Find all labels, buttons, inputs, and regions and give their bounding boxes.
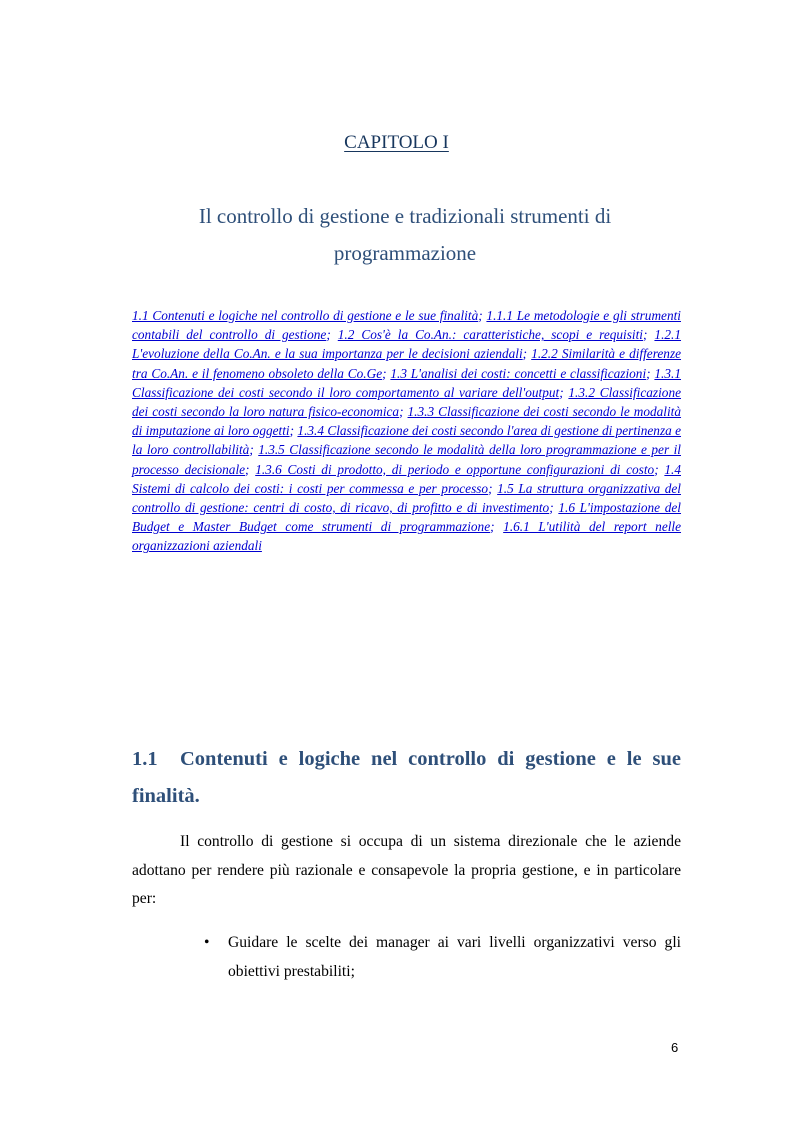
toc-link[interactable]: 1.3.6 Costi di prodotto, di periodo e opportune configurazioni di costo — [255, 461, 655, 477]
body-paragraph — [132, 828, 681, 914]
toc-separator: ; — [289, 423, 295, 439]
bullet-icon: • — [204, 934, 210, 951]
toc-separator: ; — [382, 365, 387, 381]
list-item-text: Guidare le scelte dei manager ai vari livelli organizzativi verso gli obiettivi prestabiliti; — [228, 934, 681, 980]
toc-link[interactable]: 1.3.1 Classificazione dei costi secondo il loro comportamento al variare dell'output — [132, 365, 681, 400]
toc-separator: ; — [488, 480, 493, 496]
toc-link[interactable]: 1.5 La struttura organizzativa del controllo di gestione: centri di costo, di ricavo, di profitto e di investimento — [132, 480, 681, 516]
toc-link[interactable]: 1.3.2 Classificazione dei costi secondo la loro natura fisico-economica — [132, 384, 681, 420]
toc-separator: ; — [646, 365, 651, 381]
toc-separator: ; — [490, 519, 495, 535]
toc-link[interactable]: 1.2.2 Similarità e differenze tra Co.An. e il fenomeno obsoleto della Co.Ge — [132, 346, 682, 381]
toc-separator: ; — [654, 461, 659, 477]
page-number: 6 — [671, 1040, 679, 1055]
toc-separator: ; — [399, 404, 404, 420]
section-title: Contenuti e logiche nel controllo di gestione e le sue finalità. — [132, 748, 681, 807]
toc-link[interactable]: 1.3.4 Classificazione dei costi secondo l'area di gestione di pertinenza e la loro controllabilità — [132, 423, 682, 458]
toc-separator: ; — [478, 308, 483, 323]
toc-link[interactable]: 1.4 Sistemi di calcolo dei costi: i costi per commessa e per processo — [132, 461, 681, 496]
toc-separator: ; — [249, 442, 254, 458]
section-number: 1.1 — [132, 748, 158, 770]
toc-link[interactable]: 1.6.1 L'utilità del report nelle organizzazioni aziendali — [132, 519, 682, 554]
toc-separator: ; — [549, 500, 554, 516]
chapter-subtitle: Il controllo di gestione e tradizionali strumenti di programmazione — [198, 204, 612, 265]
toc-link[interactable]: 1.3.3 Classificazione dei costi secondo le modalità di imputazione ai loro oggetti — [132, 404, 682, 439]
chapter-heading — [0, 132, 793, 154]
toc-link[interactable]: 1.3.5 Classificazione secondo le modalità della loro programmazione e per il processo decisionale — [132, 442, 681, 477]
toc-separator: ; — [643, 327, 648, 343]
toc-link[interactable]: 1.6 L'impostazione del Budget e Master Budget come strumenti di programmazione — [132, 500, 682, 535]
toc-link[interactable]: 1.2 Cos'è la Co.An.: caratteristiche, scopi e requisiti — [337, 327, 643, 343]
section-heading — [132, 741, 681, 815]
toc-separator: ; — [559, 384, 564, 400]
toc-link[interactable]: 1.1 Contenuti e logiche nel controllo di gestione e le sue finalità — [132, 308, 479, 323]
chapter-label: CAPITOLO I — [344, 132, 449, 153]
paragraph-text: Il controllo di gestione si occupa di un sistema direzionale che le aziende adottano per rendere più razionale e consapevole la propria gestione, e in particolare per: — [132, 833, 681, 907]
toc-separator: ; — [326, 327, 331, 343]
list-item — [204, 929, 681, 986]
toc-link[interactable]: 1.2.1 L'evoluzione della Co.An. e la sua importanza per le decisioni aziendali — [132, 327, 682, 362]
bullet-list — [204, 929, 681, 986]
toc-link[interactable]: 1.3 L'analisi dei costi: concetti e classificazioni — [390, 365, 647, 381]
toc-separator: ; — [522, 346, 528, 362]
toc-separator: ; — [245, 461, 250, 477]
toc-link[interactable]: 1.1.1 Le metodologie e gli strumenti contabili del controllo di gestione — [132, 308, 681, 343]
table-of-contents — [132, 306, 681, 556]
